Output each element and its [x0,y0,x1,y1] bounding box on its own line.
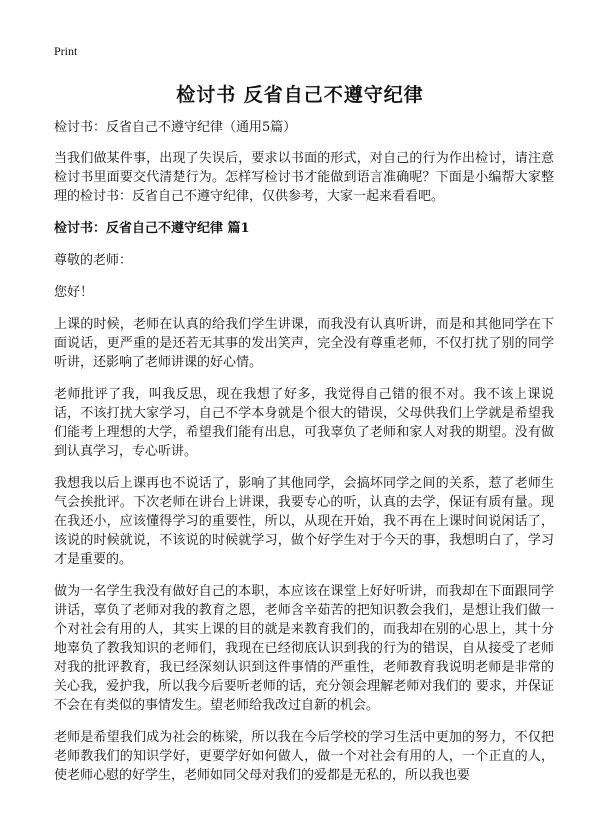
document-title: 检讨书 反省自己不遵守纪律 [176,84,424,106]
intro-paragraph: 当我们做某件事，出现了失误后，要求以书面的形式，对自己的行为作出检讨，请注意检讨书里面要交代清楚行为。怎样写检讨书才能做到语言准确呢？下面是小编帮大家整理的检讨书：反省自己不遵守纪律，仅供参考，大家一起来看看吧。 [54,151,554,204]
body-paragraph: 做为一名学生我没有做好自己的本职，本应该在课堂上好好听讲，而我却在下面跟同学讲话，辜负了老师对我的教育之恩，老师含辛茹苦的把知识教会我们，是想让我们做一个对社会有用的人，其实上课的目的就是来教育我们的，而我却在别的心思上，其十分地辜负了教我知识的老师们，我现在已经彻底认识到我的行为的错误，自从接受了老师对我的批评教育，我已经深刻认识到这件事情的严重性，老师教育我说明老师是非常的关心我，爱护我，所以我今后要听老师的话，充分领会理解老师对我们的 要求，并保证不会在有类似的事情发生。望老师给我改过自新的机会。 [54,584,554,713]
section-heading: 检讨书：反省自己不遵守纪律 篇1 [54,221,250,236]
body-paragraph: 老师是希望我们成为社会的栋梁，所以我在今后学校的学习生活中更加的努力，不仅把老师教我们的知识学好，更要学好如何做人，做一个对社会有用的人，一个正直的人，使老师心慰的好学生，老师如同父母对我们的爱都是无私的，所以我也要 [54,730,554,783]
salutation: 尊敬的老师： [54,253,133,268]
print-link[interactable]: Print [54,44,78,58]
body-paragraph: 上课的时候，老师在认真的给我们学生讲课，而我没有认真听讲，而是和其他同学在下面说话，更严重的是还若无其事的发出笑声，完全没有尊重老师，不仅打扰了别的同学听讲，还影响了老师讲课的好心情。 [54,317,554,370]
document-body [54,118,554,798]
greeting: 您好！ [54,285,94,300]
body-paragraph: 老师批评了我，叫我反思，现在我想了好多，我觉得自己错的很不对。我不该上课说话，不该打扰大家学习，自己不学本身就是个很大的错误，父母供我们上学就是希望我们能考上理想的大学，希望我们能有出息，可我辜负了老师和家人对我的期望。没有做到认真学习，专心听讲。 [54,387,554,459]
body-paragraph: 我想我以后上课再也不说话了，影响了其他同学，会搞坏同学之间的关系，惹了老师生气会挨批评。下次老师在讲台上讲课，我要专心的听，认真的去学，保证有质有量。现在我还小，应该懂得学习的重要性，所以，从现在开始，我不再在上课时间说闲话了，该说的时候就说，不该说的时候就学习，做个好学生对于今天的事，我想明白了，学习才是重要的。 [54,476,554,567]
document-subtitle: 检讨书：反省自己不遵守纪律（通用5篇） [54,120,297,135]
